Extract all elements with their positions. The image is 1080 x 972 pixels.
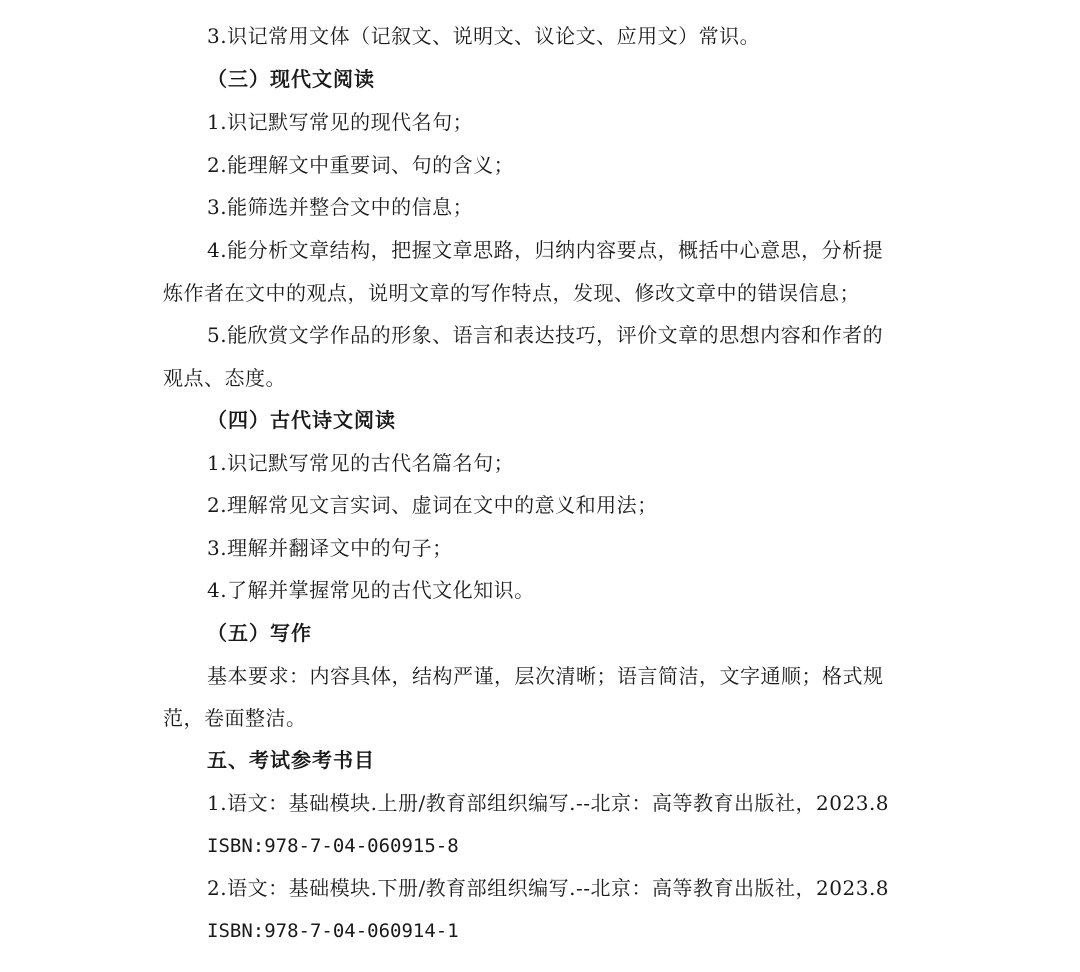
modern-reading-item-5-line-2: 观点、态度。 (163, 366, 286, 390)
modern-reading-item-1: 1.识记默写常见的现代名句； (207, 110, 474, 134)
modern-reading-item-4-line-2: 炼作者在文中的观点，说明文章的写作特点，发现、修改文章中的错误信息； (163, 281, 860, 305)
classical-reading-item-1: 1.识记默写常见的古代名篇名句； (207, 451, 515, 475)
classical-reading-item-2: 2.理解常见文言实词、虚词在文中的意义和用法； (207, 493, 658, 517)
reference-book-2: 2.语文：基础模块.下册/教育部组织编写.--北京：高等教育出版社，2023.8 (207, 876, 890, 900)
section-heading-classical-reading: （四）古代诗文阅读 (207, 408, 396, 432)
modern-reading-item-4-line-1: 4.能分析文章结构，把握文章思路，归纳内容要点，概括中心意思，分析提 (207, 238, 884, 262)
section-heading-modern-reading: （三）现代文阅读 (207, 67, 375, 91)
reference-isbn-1: ISBN:978-7-04-060915-8 (207, 835, 459, 857)
reference-isbn-2: ISBN:978-7-04-060914-1 (207, 920, 459, 942)
modern-reading-item-5-line-1: 5.能欣赏文学作品的形象、语言和表达技巧，评价文章的思想内容和作者的 (207, 323, 884, 347)
writing-requirements-line-1: 基本要求：内容具体，结构严谨，层次清晰；语言简洁，文字通顺；格式规 (207, 664, 884, 688)
section-heading-writing: （五）写作 (207, 621, 312, 645)
literacy-item-3: 3.识记常用文体（记叙文、说明文、议论文、应用文）常识。 (207, 24, 761, 48)
section-heading-references: 五、考试参考书目 (207, 748, 375, 772)
modern-reading-item-3: 3.能筛选并整合文中的信息； (207, 195, 474, 219)
modern-reading-item-2: 2.能理解文中重要词、句的含义； (207, 153, 515, 177)
classical-reading-item-3: 3.理解并翻译文中的句子； (207, 536, 453, 560)
classical-reading-item-4: 4.了解并掌握常见的古代文化知识。 (207, 578, 535, 602)
writing-requirements-line-2: 范，卷面整洁。 (163, 706, 307, 730)
reference-book-1: 1.语文：基础模块.上册/教育部组织编写.--北京：高等教育出版社，2023.8 (207, 791, 890, 815)
